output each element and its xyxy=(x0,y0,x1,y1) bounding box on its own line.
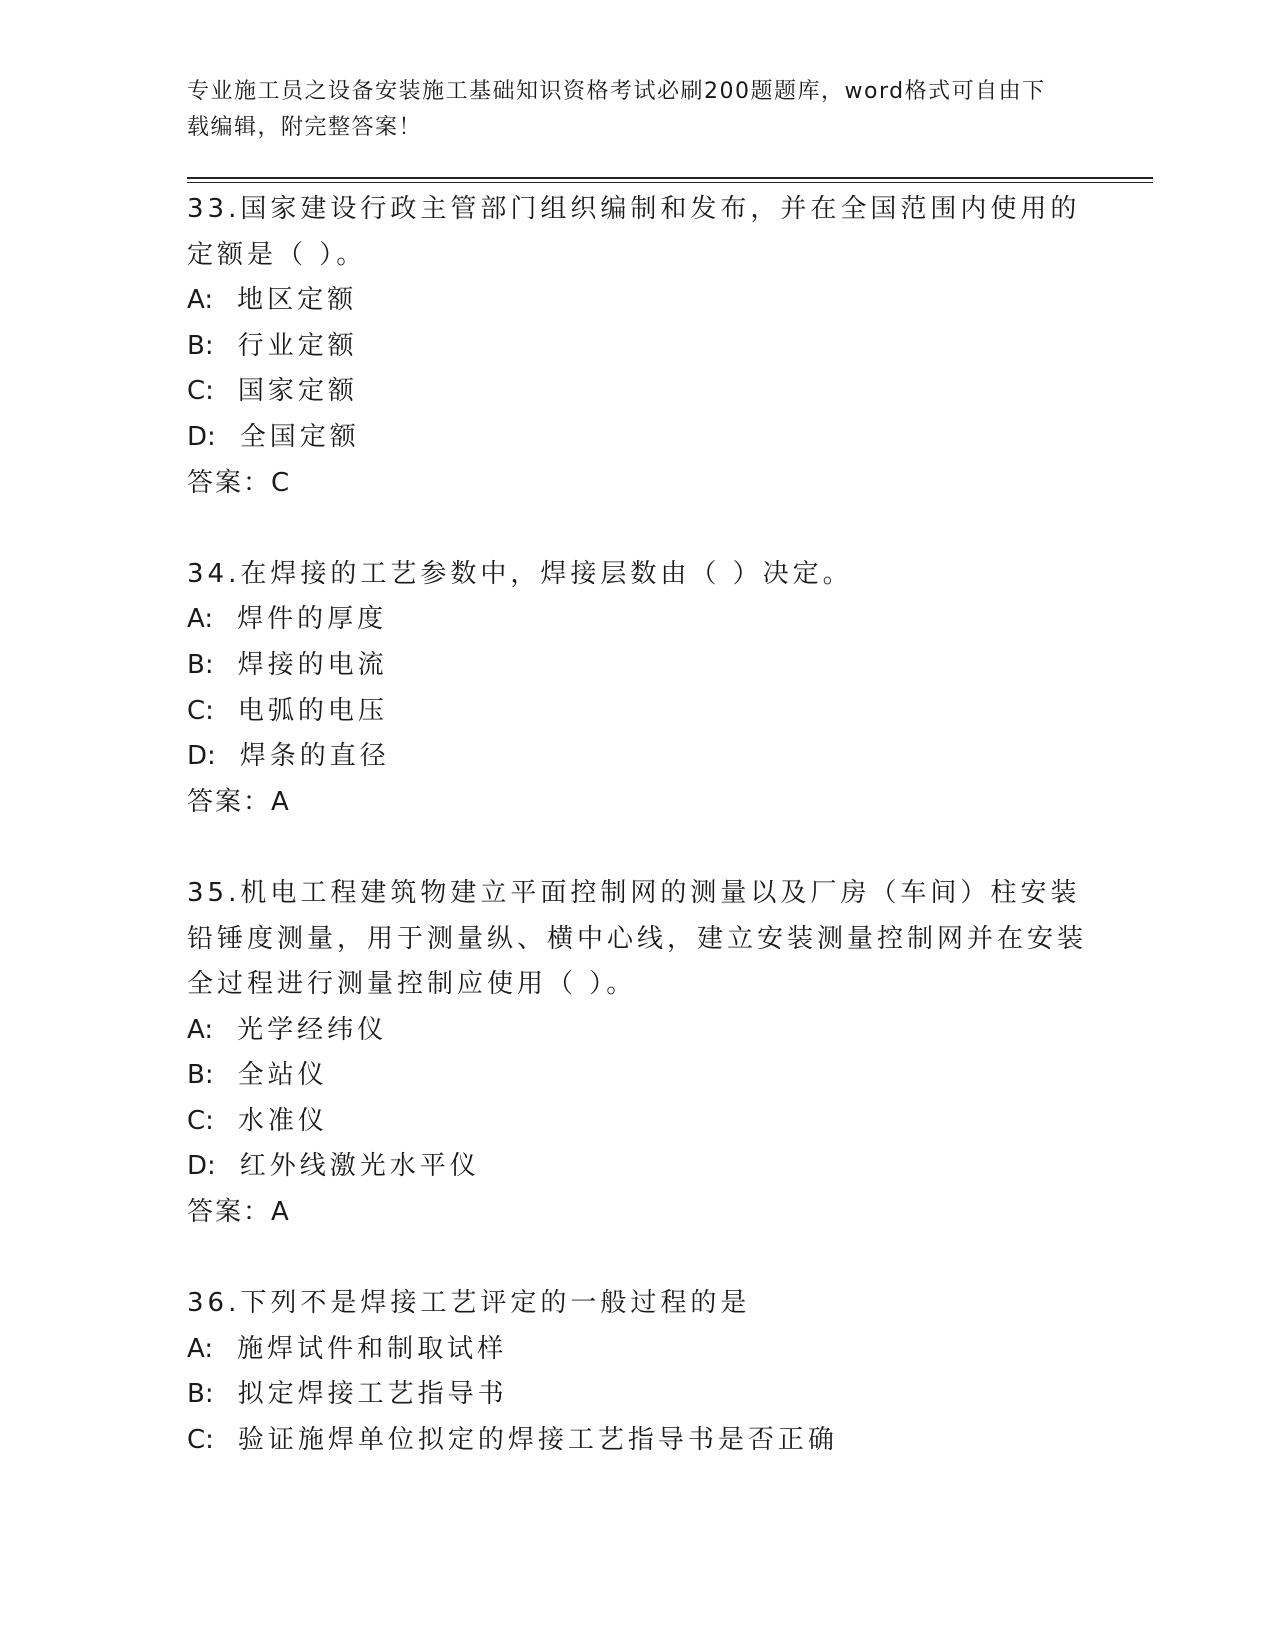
option-text: 红外线激光水平仪 xyxy=(239,1151,480,1182)
option-letter: C: xyxy=(187,695,214,726)
option-text: 电弧的电压 xyxy=(237,695,388,726)
question-spacer xyxy=(187,825,1087,871)
answer-line xyxy=(187,1190,1087,1236)
question-35 xyxy=(187,871,1087,1236)
option-b xyxy=(187,1372,1087,1418)
option-letter: A: xyxy=(187,1014,214,1045)
option-letter: C: xyxy=(187,1105,214,1136)
option-c xyxy=(187,369,1087,415)
option-c xyxy=(187,1418,1087,1464)
question-stem: 35.机电工程建筑物建立平面控制网的测量以及厂房（车间）柱安装铅锤度测量，用于测量纵、横中心线，建立安装测量控制网并在安装全过程进行测量控制应使用（ ）。 xyxy=(187,877,1088,1000)
option-text: 焊条的直径 xyxy=(239,741,390,772)
option-text: 拟定焊接工艺指导书 xyxy=(237,1379,508,1410)
answer-label: 答案： xyxy=(187,786,272,817)
option-letter: D: xyxy=(187,1151,216,1182)
header-rule-thick xyxy=(187,177,1153,179)
option-letter: C: xyxy=(187,376,214,407)
option-letter: A: xyxy=(187,285,214,316)
option-a xyxy=(187,1008,1087,1054)
option-letter: B: xyxy=(187,330,214,361)
option-text: 验证施焊单位拟定的焊接工艺指导书是否正确 xyxy=(237,1425,838,1456)
option-b xyxy=(187,1053,1087,1099)
option-c xyxy=(187,1099,1087,1145)
option-d xyxy=(187,415,1087,461)
option-letter: A: xyxy=(187,604,214,635)
option-text: 施焊试件和制取试样 xyxy=(237,1333,508,1364)
option-text: 焊接的电流 xyxy=(237,649,388,680)
option-c xyxy=(187,689,1087,735)
document-header: 专业施工员之设备安装施工基础知识资格考试必刷200题题库，word格式可自由下载编辑，附完整答案！ xyxy=(187,79,1046,140)
option-text: 行业定额 xyxy=(237,330,358,361)
option-text: 全国定额 xyxy=(239,421,360,452)
answer-value: A xyxy=(271,1197,289,1228)
question-spacer xyxy=(187,506,1087,552)
option-d xyxy=(187,734,1087,780)
option-b xyxy=(187,643,1087,689)
question-33 xyxy=(187,187,1087,506)
header-rule-thin xyxy=(187,182,1153,183)
question-stem: 33.国家建设行政主管部门组织编制和发布，并在全国范围内使用的定额是（ ）。 xyxy=(187,194,1081,270)
question-34 xyxy=(187,552,1087,826)
option-text: 水准仪 xyxy=(237,1105,328,1136)
question-stem: 34.在焊接的工艺参数中，焊接层数由（ ）决定。 xyxy=(187,558,853,589)
question-spacer xyxy=(187,1236,1087,1282)
option-letter: B: xyxy=(187,1060,214,1091)
question-list xyxy=(187,187,1087,1464)
option-a xyxy=(187,1327,1087,1373)
option-letter: C: xyxy=(187,1425,214,1456)
option-letter: D: xyxy=(187,421,216,452)
option-letter: A: xyxy=(187,1333,214,1364)
answer-line xyxy=(187,461,1087,507)
option-text: 地区定额 xyxy=(237,285,358,316)
option-d xyxy=(187,1144,1087,1190)
answer-line xyxy=(187,780,1087,826)
option-text: 焊件的厚度 xyxy=(237,604,388,635)
option-b xyxy=(187,324,1087,370)
option-a xyxy=(187,278,1087,324)
option-text: 国家定额 xyxy=(237,376,358,407)
option-letter: B: xyxy=(187,649,214,680)
answer-label: 答案： xyxy=(187,1197,272,1228)
question-36 xyxy=(187,1281,1087,1463)
answer-value: A xyxy=(271,786,289,817)
option-letter: D: xyxy=(187,741,216,772)
option-text: 光学经纬仪 xyxy=(237,1014,388,1045)
answer-value: C xyxy=(271,467,290,498)
option-letter: B: xyxy=(187,1379,214,1410)
option-a xyxy=(187,597,1087,643)
answer-label: 答案： xyxy=(187,467,272,498)
question-stem: 36.下列不是焊接工艺评定的一般过程的是 xyxy=(187,1288,751,1319)
option-text: 全站仪 xyxy=(237,1060,328,1091)
